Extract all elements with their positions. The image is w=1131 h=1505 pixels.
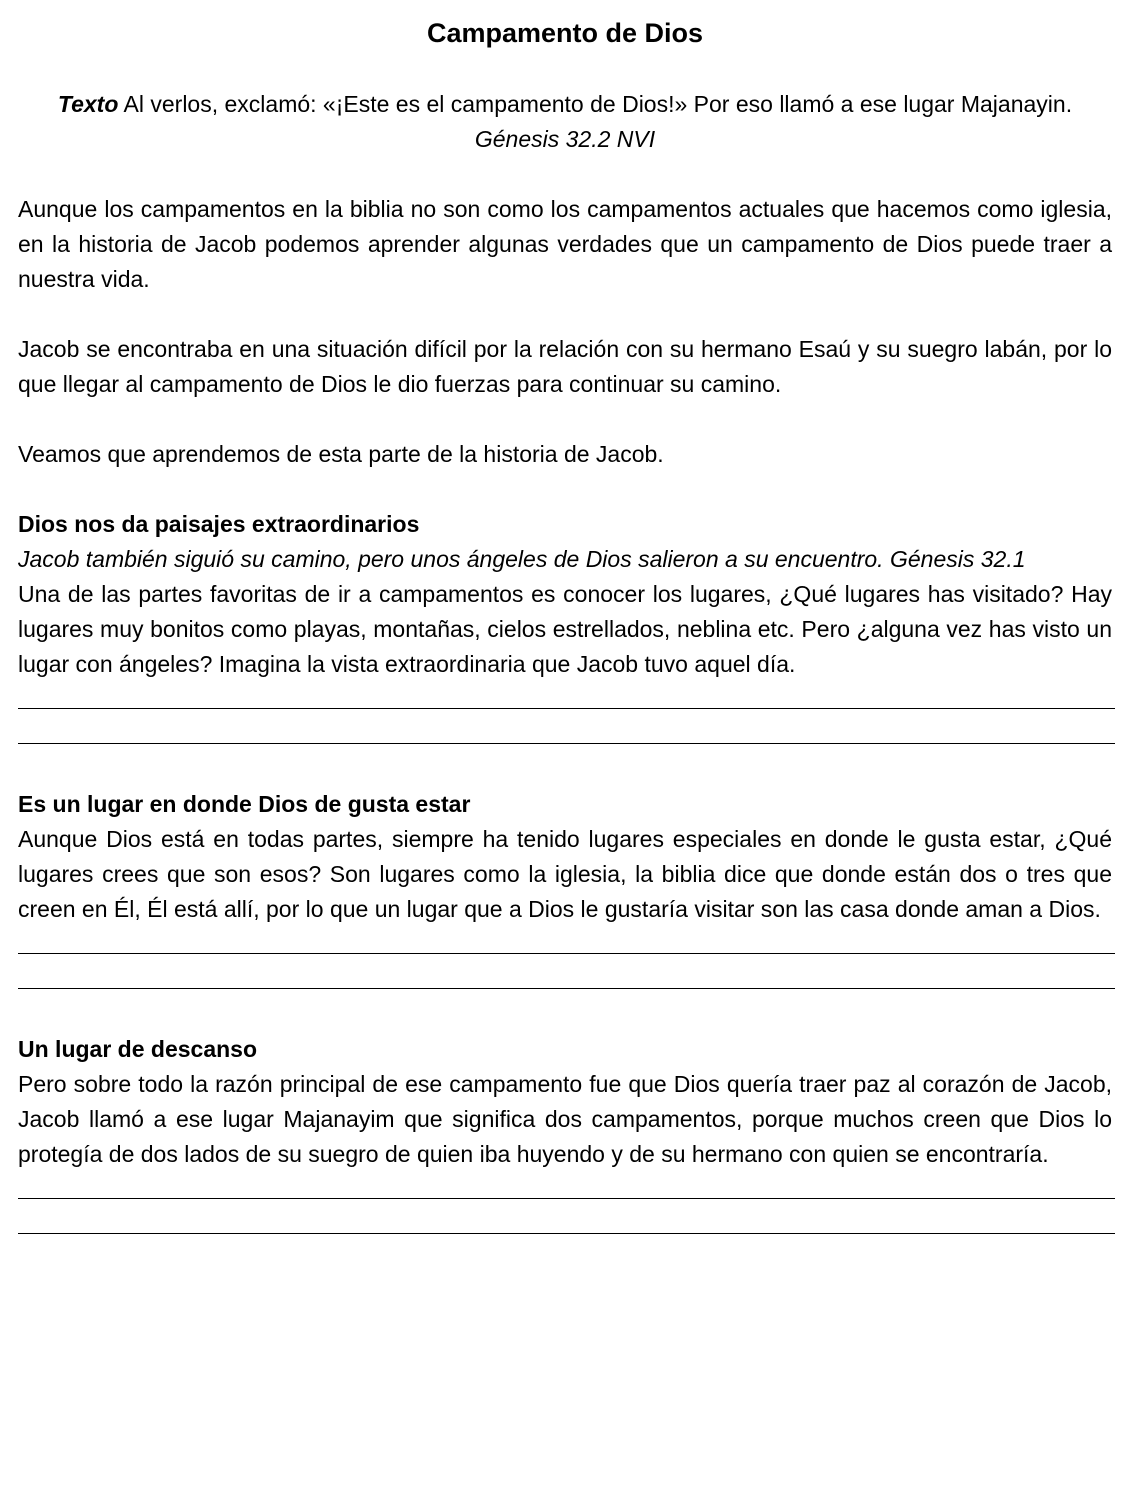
verse-lead: Texto: [57, 91, 119, 117]
section-lugar-dios: [18, 787, 1112, 997]
section-heading: Es un lugar en donde Dios de gusta estar: [18, 791, 471, 817]
answer-line[interactable]: [18, 717, 1112, 752]
section-body: Aunque Dios está en todas partes, siempre ha tenido lugares especiales en donde le gusta estar, ¿Qué lugares crees que son esos? Son lugares como la iglesia, la biblia dice que donde están dos o tres que creen en Él, Él está allí, por lo que un lugar que a Dios le gustaría visitar son las casa donde aman a Dios.: [18, 826, 1112, 922]
answer-line[interactable]: [18, 682, 1112, 717]
spacer: [18, 752, 1112, 787]
document-page: [18, 14, 1112, 1242]
section-quote: Jacob también siguió su camino, pero unos ángeles de Dios salieron a su encuentro. Génesis 32.1: [18, 546, 1026, 572]
answer-line[interactable]: [18, 927, 1112, 962]
section-body: Una de las partes favoritas de ir a campamentos es conocer los lugares, ¿Qué lugares has visitado? Hay lugares muy bonitos como playas, montañas, cielos estrellados, neblina etc. Pero ¿alguna vez has visto un lugar con ángeles? Imagina la vista extraordinaria que Jacob tuvo aquel día.: [18, 581, 1112, 677]
spacer: [18, 997, 1112, 1032]
section-paisajes: [18, 507, 1112, 752]
intro-paragraph-2: Jacob se encontraba en una situación difícil por la relación con su hermano Esaú y su suegro labán, por lo que llegar al campamento de Dios le dio fuerzas para continuar su camino.: [18, 336, 1112, 397]
verse-reference: Génesis 32.2 NVI: [474, 126, 656, 152]
spacer: [18, 402, 1112, 437]
spacer: [18, 157, 1112, 192]
verse-text: Al verlos, exclamó: «¡Este es el campamento de Dios!» Por eso llamó a ese lugar Majanayin.: [118, 91, 1073, 117]
section-body: Pero sobre todo la razón principal de ese campamento fue que Dios quería traer paz al corazón de Jacob, Jacob llamó a ese lugar Majanayim que significa dos campamentos, porque muchos creen que Dios lo protegía de dos lados de su suegro de quien iba huyendo y de su hermano con quien se encontraría.: [18, 1071, 1112, 1167]
spacer: [18, 472, 1112, 507]
theme-verse: [18, 87, 1112, 157]
answer-line[interactable]: [18, 962, 1112, 997]
section-descanso: [18, 1032, 1112, 1242]
section-heading: Un lugar de descanso: [18, 1036, 258, 1062]
answer-line[interactable]: [18, 1207, 1112, 1242]
spacer: [18, 297, 1112, 332]
intro-paragraph-3: Veamos que aprendemos de esta parte de la historia de Jacob.: [18, 441, 664, 467]
section-heading: Dios nos da paisajes extraordinarios: [18, 511, 420, 537]
intro-paragraph-1: Aunque los campamentos en la biblia no son como los campamentos actuales que hacemos como iglesia, en la historia de Jacob podemos aprender algunas verdades que un campamento de Dios puede traer a nuestra vida.: [18, 196, 1112, 292]
page-title: Campamento de Dios: [426, 18, 704, 48]
answer-line[interactable]: [18, 1172, 1112, 1207]
